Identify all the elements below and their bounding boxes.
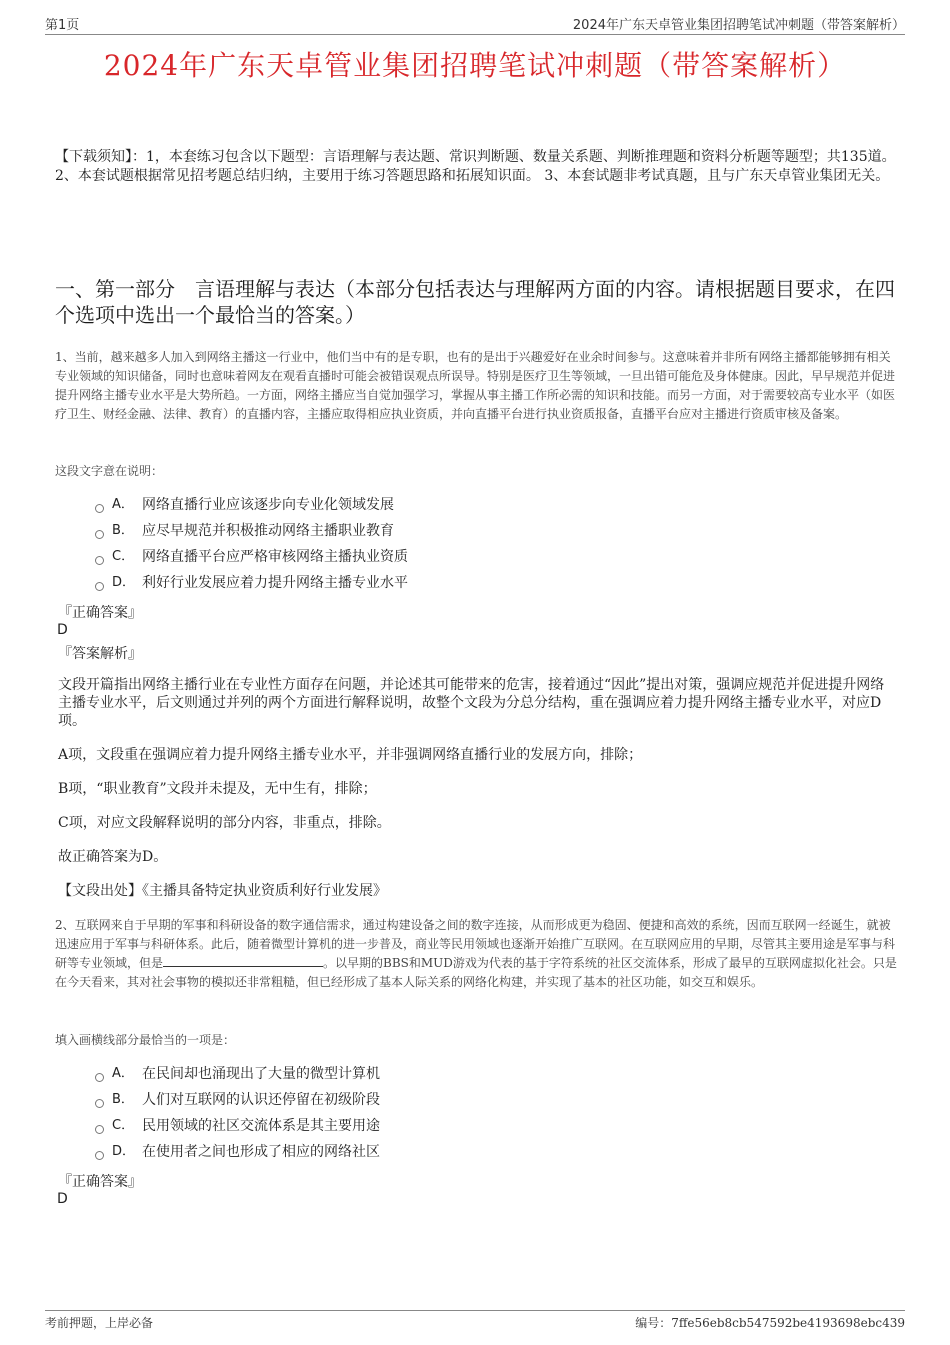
- question-1-analysis-summary: 文段开篇指出网络主播行业在专业性方面存在问题，并论述其可能带来的危害，接着通过“因此”提出对策，强调应规范并促进提升网络主播专业水平，后文则通过并列的两个方面进行解释说明，故整个文段为分总分结构，重在强调应着力提升网络主播专业水平，对应D项。: [58, 677, 885, 729]
- question-1-option-a[interactable]: A． 网络直播行业应该逐步向专业化领域发展: [95, 492, 408, 518]
- question-1-option-b[interactable]: B． 应尽早规范并积极推动网络主播职业教育: [95, 518, 408, 544]
- question-1-answer-label: 『正确答案』: [58, 605, 142, 621]
- question-2-option-a[interactable]: A． 在民间却也涌现出了大量的微型计算机: [95, 1061, 380, 1087]
- question-1-source: 【文段出处】《主播具备特定执业资质利好行业发展》: [58, 883, 387, 899]
- page-title: 2024年广东天卓管业集团招聘笔试冲刺题（带答案解析）: [103, 49, 847, 82]
- question-1-answer: D: [57, 622, 68, 638]
- question-1-text: 1、当前，越来越多人加入到网络主播这一行业中，他们当中有的是专职，也有的是出于兴趣爱好在业余时间参与。这意味着并非所有网络主播都能够拥有相关专业领域的知识储备，同时也意味着网友在观看直播时可能会被错误观点所误导。特别是医疗卫生等领域，一旦出错可能危及身体健康。因此，早早规范并促进提升网络主播专业水平是大势所趋。一方面，网络主播应当自觉加强学习，掌握从事主播工作所必需的知识和技能。而另一方面，对于需要较高专业水平（如医疗卫生、财经金融、法律、教育）的直播内容，主播应取得相应执业资质，并向直播平台进行执业资质报备，直播平台应对主播进行资质审核及备案。: [55, 350, 896, 421]
- page-header: [45, 10, 905, 35]
- radio-icon[interactable]: [95, 1151, 104, 1160]
- radio-icon[interactable]: [95, 530, 104, 539]
- radio-icon[interactable]: [95, 1125, 104, 1134]
- question-2-text: 2、互联网来自于早期的军事和科研设备的数字通信需求，通过构建设备之间的数字连接，从而形成更为稳固、便捷和高效的系统，因而互联网一经诞生，就被迅速应用于军事与科研体系。此后，随着微型计算机的进一步普及，商业等民用领域也逐渐开始推广互联网。在互联网应用的早期，尽管其主要用途是军事与科研等专业领域，但是 。以早期的BBS和MUD游戏为代表的基于字符系统的社区交流体系，形成了最早的互联网虚拟化社会。只是在今天看来，其对社会事物的模拟还非常粗糙，但已经形成了基本人际关系的网络化构建，并实现了基本的社区功能，如交互和娱乐。: [55, 918, 897, 989]
- radio-icon[interactable]: [95, 582, 104, 591]
- question-2-option-b[interactable]: B． 人们对互联网的认识还停留在初级阶段: [95, 1087, 380, 1113]
- question-1-analysis-b: B项，“职业教育”文段并未提及，无中生有，排除；: [58, 781, 377, 797]
- radio-icon[interactable]: [95, 556, 104, 565]
- question-1-prompt: 这段文字意在说明：: [55, 464, 164, 478]
- fill-in-blank[interactable]: [163, 956, 323, 967]
- footer-doc-id: 编号：7ffe56eb8cb547592be4193698ebc439: [635, 1316, 905, 1330]
- question-2-answer-label: 『正确答案』: [58, 1174, 142, 1190]
- page-footer: [45, 1310, 905, 1330]
- question-1-options: [95, 492, 408, 596]
- question-2-answer: D: [57, 1191, 68, 1207]
- question-1-analysis-c: C项，对应文段解释说明的部分内容，非重点，排除。: [58, 815, 391, 831]
- page-number: 第1页: [45, 18, 80, 33]
- download-notice: 【下载须知】：1，本套练习包含以下题型：言语理解与表达题、常识判断题、数量关系题、判断推理题和资料分析题等题型；共135道。 2、本套试题根据常见招考题总结归纳，主要用于练习答题思路和拓展知识面。 3、本套试题非考试真题，且与广东天卓管业集团无关。: [55, 149, 896, 184]
- question-1-analysis-a: A项，文段重在强调应着力提升网络主播专业水平，并非强调网络直播行业的发展方向，排除；: [58, 747, 643, 763]
- section-title: 一、第一部分 言语理解与表达（本部分包括表达与理解两方面的内容。请根据题目要求，在四个选项中选出一个最恰当的答案。）: [55, 277, 895, 327]
- radio-icon[interactable]: [95, 1099, 104, 1108]
- question-2-option-c[interactable]: C． 民用领域的社区交流体系是其主要用途: [95, 1113, 380, 1139]
- question-1-conclusion: 故正确答案为D。: [58, 849, 168, 865]
- radio-icon[interactable]: [95, 504, 104, 513]
- question-1-analysis-label: 『答案解析』: [58, 646, 142, 662]
- footer-slogan: 考前押题，上岸必备: [45, 1316, 154, 1330]
- question-1-option-c[interactable]: C． 网络直播平台应严格审核网络主播执业资质: [95, 544, 408, 570]
- question-2-option-d[interactable]: D． 在使用者之间也形成了相应的网络社区: [95, 1139, 380, 1165]
- radio-icon[interactable]: [95, 1073, 104, 1082]
- header-doc-title: 2024年广东天卓管业集团招聘笔试冲刺题（带答案解析）: [572, 18, 905, 33]
- question-2-options: [95, 1061, 380, 1165]
- question-2-prompt: 填入画横线部分最恰当的一项是：: [55, 1033, 236, 1047]
- question-1-option-d[interactable]: D． 利好行业发展应着力提升网络主播专业水平: [95, 570, 408, 596]
